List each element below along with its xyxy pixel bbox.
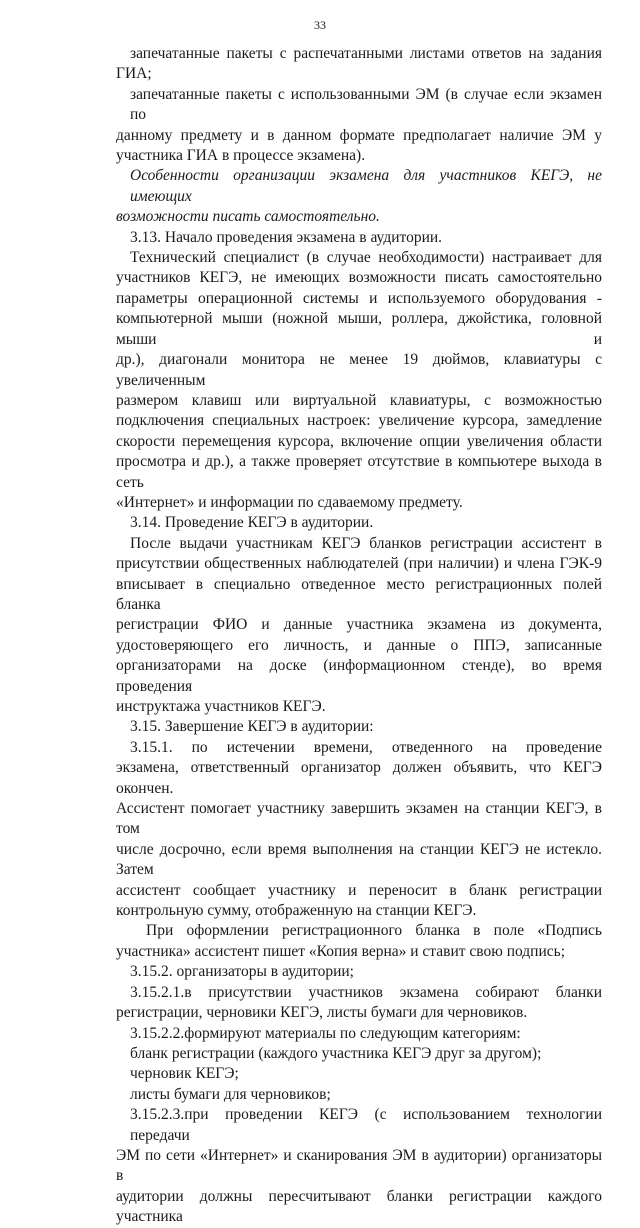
text-line: просмотра и др.), а также проверяет отсутствие в компьютере выхода в сеть <box>116 453 602 491</box>
text-line: ЭМ по сети «Интернет» и сканирования ЭМ в аудитории) организаторы в <box>116 1146 602 1185</box>
text-line: ГИА; <box>116 65 152 83</box>
text-line: контрольную сумму, отображенную на станции КЕГЭ. <box>116 902 477 920</box>
text-line: аудитории должны пересчитывают бланки регистрации каждого участника <box>116 1187 602 1226</box>
text-line: 3.15.2. организаторы в аудитории; <box>130 963 354 981</box>
text-line: скорости перемещения курсора, включение опции увеличения области <box>116 432 602 450</box>
text-line: участника ГИА в процессе экзамена). <box>116 147 366 165</box>
text-line: др.), диагонали монитора не менее 19 дюймов, клавиатуры с увеличенным <box>116 351 602 389</box>
text-line: экзамена, ответственный организатор должен объявить, что КЕГЭ окончен. <box>116 759 602 797</box>
text-line: регистрации ФИО и данные участника экзамена из документа, <box>116 616 602 634</box>
text-line: 3.15.2.1.в присутствии участников экзамена собирают бланки <box>130 983 602 1001</box>
text-line: листы бумаги для черновиков; <box>130 1085 331 1103</box>
text-line: данному предмету и в данном формате предполагает наличие ЭМ у <box>116 126 602 144</box>
text-line: После выдачи участникам КЕГЭ бланков регистрации ассистент в <box>130 534 602 552</box>
text-line: запечатанные пакеты с использованными ЭМ (в случае если экзамен по <box>130 85 602 124</box>
text-line: участников КЕГЭ, не имеющих возможности писать самостоятельно <box>116 269 602 287</box>
text-line: удостоверяющего его личность, и данные о ППЭ, записанные <box>116 636 602 654</box>
text-line: присутствии общественных наблюдателей (при наличии) и члена ГЭК-9 <box>116 555 602 573</box>
text-line: числе досрочно, если время выполнения на станции КЕГЭ не истекло. Затем <box>116 840 602 879</box>
text-line: подключения специальных настроек: увеличение курсора, замедление <box>116 412 602 430</box>
text-line: возможности писать самостоятельно. <box>116 208 380 226</box>
text-line: черновик КЕГЭ; <box>130 1065 239 1083</box>
text-line: 3.14. Проведение КЕГЭ в аудитории. <box>130 514 374 532</box>
text-line: 3.15.1. по истечении времени, отведенного на проведение <box>130 738 602 756</box>
text-line: Ассистент помогает участнику завершить экзамен на станции КЕГЭ, в том <box>116 800 602 838</box>
text-line: регистрации, черновики КЕГЭ, листы бумаги для черновиков. <box>116 1004 528 1022</box>
text-line: ассистент сообщает участнику и переносит в бланк регистрации <box>116 881 602 899</box>
document-body <box>116 44 602 1228</box>
text-line: размером клавиш или виртуальной клавиатуры, с возможностью <box>116 391 602 409</box>
text-line: 3.15. Завершение КЕГЭ в аудитории: <box>130 718 374 736</box>
text-line: 3.13. Начало проведения экзамена в аудитории. <box>130 228 443 246</box>
text-line: параметры операционной системы и используемого оборудования - <box>116 289 602 307</box>
text-line: Особенности организации экзамена для участников КЕГЭ, не имеющих <box>130 167 602 205</box>
text-line: компьютерной мыши (ножной мыши, роллера, джойстика, головной мыши и <box>116 310 602 348</box>
text-line: организаторами на доске (информационном стенде), во время проведения <box>116 657 602 695</box>
text-line: запечатанные пакеты с распечатанными листами ответов на задания <box>130 45 602 62</box>
text-line: вписывает в специально отведенное место регистрационных полей бланка <box>116 575 602 613</box>
text-line: Технический специалист (в случае необходимости) настраивает для <box>130 249 602 267</box>
text-line: 3.15.2.3.при проведении КЕГЭ (с использованием технологии передачи <box>130 1106 602 1144</box>
text-line: 3.15.2.2.формируют материалы по следующим категориям: <box>130 1024 521 1042</box>
page-number: 33 <box>314 18 326 32</box>
text-line: участника» ассистент пишет «Копия верна» и ставит свою подпись; <box>116 942 566 960</box>
text-line: «Интернет» и информации по сдаваемому предмету. <box>116 493 463 511</box>
text-line: инструктажа участников КЕГЭ. <box>116 698 326 715</box>
text-line: бланк регистрации (каждого участника КЕГЭ друг за другом); <box>130 1044 542 1062</box>
text-line: При оформлении регистрационного бланка в поле «Подпись <box>146 922 602 940</box>
